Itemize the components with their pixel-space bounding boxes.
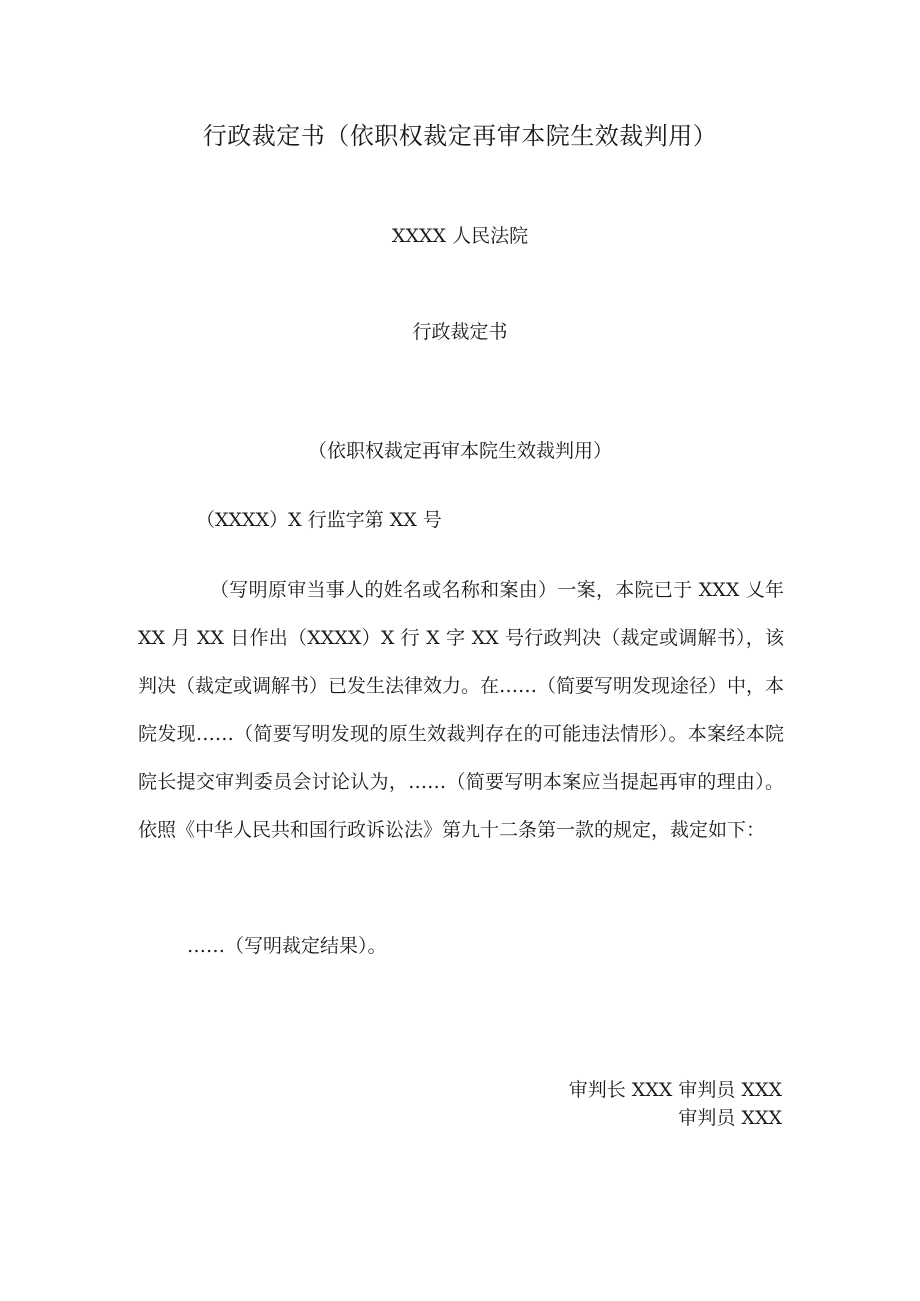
case-number: （XXXX）X 行监字第 XX 号 bbox=[196, 509, 442, 531]
document-subtitle: （依职权裁定再审本院生效裁判用） bbox=[307, 440, 612, 462]
signature-line-judges: 审判长 XXX 审判员 XXX bbox=[568, 1079, 782, 1101]
signature-line-judge: 审判员 XXX bbox=[678, 1107, 782, 1129]
court-name: XXXX 人民法院 bbox=[391, 225, 529, 247]
document-title: 行政裁定书（依职权裁定再审本院生效裁判用） bbox=[202, 122, 718, 150]
body-paragraph: （写明原审当事人的姓名或名称和案由）一案，本院已于 XXX 乂年 XX 月 XX 日作出（XXXX）X 行 X 字 XX 号行政判决（裁定或调解书），该判决（裁定或调解书）已发生法律效力。在……（简要写明发现途径）中，本院发现……（简要写明发现的原生效裁判存在的可能违法情形）。本案经本院院长提交审判委员会讨论认为，……（简要写明本案应当提起再审的理由）。依照《中华人民共和国行政诉讼法》第九十二条第一款的规定，裁定如下： bbox=[138, 579, 785, 841]
ruling-result: ……（写明裁定结果）。 bbox=[187, 935, 387, 957]
signature-block bbox=[569, 1076, 782, 1132]
document-type: 行政裁定书 bbox=[412, 321, 508, 343]
